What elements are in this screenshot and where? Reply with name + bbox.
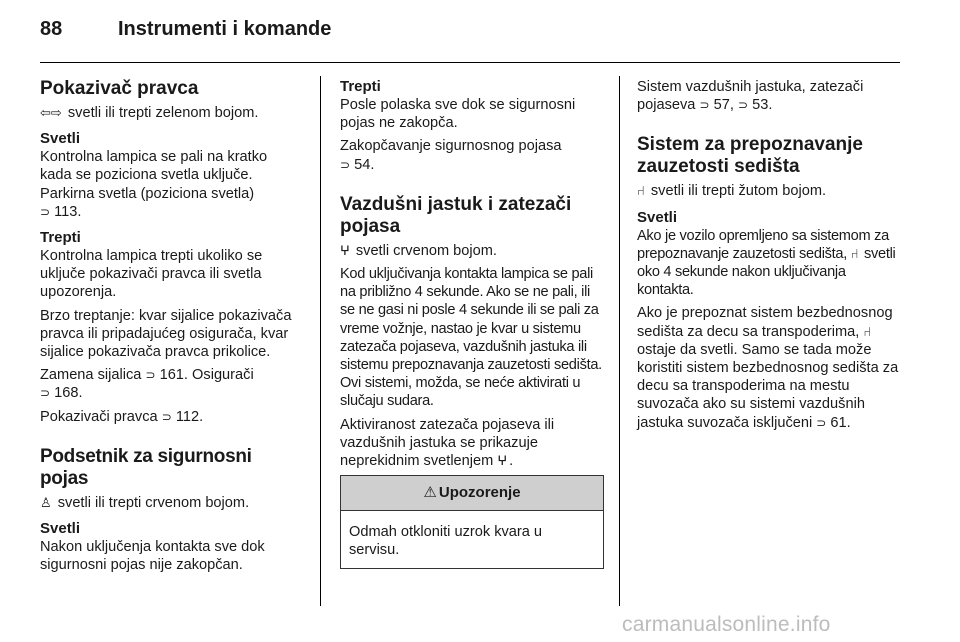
page-reference[interactable]: 57, [713, 97, 734, 114]
warning-header [341, 476, 603, 511]
warning-body [341, 511, 603, 567]
paragraph: Aktiviranost zatezača pojaseva ili vazdušnih jastuka se prikazuje neprekidnim svetlenjem ⵖ . [340, 416, 555, 470]
reference-arrow-icon: ⊃ [40, 204, 51, 219]
column-3 [637, 78, 903, 437]
warning-box [340, 475, 604, 568]
reference-arrow-icon: ⊃ [340, 157, 351, 172]
seat-occupancy-icon: ⑁ [850, 245, 859, 261]
reference-arrow-icon: ⊃ [40, 386, 51, 401]
paragraph: Nakon uključenja kontakta sve dok sigurnosni pojas nije zakopčan. [40, 539, 265, 574]
column-divider-2 [619, 76, 620, 606]
page-reference[interactable]: 61. [830, 414, 851, 431]
airbag-icon: ⵖ [497, 453, 508, 469]
page-reference[interactable]: 113. [54, 203, 82, 220]
paragraph: Parkirna svetla (poziciona svetla) ⊃ 113. [40, 185, 255, 220]
paragraph: Kontrolna lampica trepti ukoliko se uključe pokazivači pravca ili svetla upozorenja. [40, 248, 263, 301]
occupant-detection-desc: ⑁ svetli ili trepti žutom bojom. [637, 183, 827, 200]
paragraph: Posle polaska sve dok se sigurnosni pojas ne zakopča. [340, 97, 576, 132]
paragraph: Zakopčavanje sigurnosnog pojasa ⊃ 54. [340, 138, 562, 173]
warning-title: Upozorenje [438, 484, 521, 502]
page-header-title: Instrumenti i komande [118, 18, 332, 40]
paragraph: Ako je prepoznat sistem bezbednosnog sedišta za decu sa transpoderima, ⑁ ostaje da svetli. Samo se tada može koristiti sistem bezbednosnog sedišta za decu sa transpoderima na mestu suvozača ako su sistemi vazdušnih jastuka suvozača isključeni ⊃ 61. [637, 305, 899, 431]
subheading-trepti: Trepti [340, 78, 381, 95]
subheading-trepti: Trepti [40, 229, 81, 247]
airbag-desc: ⵖ svetli crvenom bojom. [340, 242, 497, 259]
warning-text: Odmah otkloniti uzrok kvara u servisu. [349, 524, 543, 559]
page-reference[interactable]: 168. [54, 385, 83, 402]
section-title-occupant-detection: Sistem za prepoznavanje zauzetosti sedišta [637, 134, 863, 178]
paragraph: Kontrolna lampica se pali na kratko kada se poziciona svetla uključe. [40, 149, 268, 184]
paragraph: Zamena sijalica ⊃ 161. Osigurači ⊃ 168. [40, 367, 254, 402]
page-reference[interactable]: 161. [159, 367, 188, 384]
page-reference[interactable]: 54. [354, 156, 375, 173]
paragraph: Ako je vozilo opremljeno sa sistemom za prepoznavanje zauzetosti sedišta, ⑁ svetli oko 4 sekunde nakon uključivanja kontakta. [637, 227, 896, 299]
section-title-turn-signal: Pokazivač pravca [40, 78, 199, 99]
column-1 [40, 78, 302, 579]
seat-occupancy-icon: ⑁ [863, 323, 872, 339]
header-divider [40, 62, 900, 63]
reference-arrow-icon: ⊃ [699, 98, 710, 113]
page-number: 88 [40, 18, 63, 40]
seat-occupancy-icon: ⑁ [637, 183, 645, 199]
paragraph: Brzo treptanje: kvar sijalice pokazivača pravca ili pripadajućeg osigurača, kvar sijalice pokazivača pravca prikolice. [40, 307, 292, 361]
column-divider-1 [320, 76, 321, 606]
section-title-airbag: Vazdušni jastuk i zatezači pojasa [340, 193, 572, 237]
paragraph: Kod uključivanja kontakta lampica se pali na približno 4 sekunde. Ako se ne pali, ili se ne gasi ni posle 4 sekunde ili se pali za vreme vožnje, nastao je kvar u sistemu zatezača pojaseva, vazdušnih jastuka ili sistemu prepoznavanja zauzetosti sedišta. Ovi sistemi, možda, se neće aktivirati u slučaju sudara. [340, 266, 602, 410]
column-2 [340, 78, 604, 569]
airbag-icon: ⵖ [340, 242, 350, 258]
reference-arrow-icon: ⊃ [161, 409, 172, 424]
turn-signal-icon: ⇦⇨ [40, 105, 62, 120]
watermark: carmanualsonline.info [622, 613, 831, 636]
section-title-seatbelt-reminder: Podsetnik za sigurnosni pojas [40, 445, 252, 489]
seatbelt-icon: ♙ [40, 494, 52, 510]
paragraph: Sistem vazdušnih jastuka, zatezači pojaseva ⊃ 57, ⊃ 53. [637, 79, 864, 114]
page-reference[interactable]: 112. [175, 408, 204, 425]
warning-icon: ⚠ [423, 484, 437, 502]
reference-arrow-icon: ⊃ [145, 368, 156, 383]
subheading-svetli: Svetli [40, 520, 81, 538]
subheading-svetli: Svetli [40, 130, 81, 148]
reference-arrow-icon: ⊃ [737, 98, 749, 113]
turn-signal-desc: ⇦⇨ svetli ili trepti zelenom bojom. [40, 105, 259, 121]
reference-arrow-icon: ⊃ [816, 415, 827, 430]
subheading-svetli: Svetli [637, 208, 678, 226]
paragraph: Pokazivači pravca ⊃ 112. [40, 408, 204, 425]
seatbelt-desc: ♙ svetli ili trepti crvenom bojom. [40, 494, 250, 511]
page-reference[interactable]: 53. [752, 97, 773, 114]
